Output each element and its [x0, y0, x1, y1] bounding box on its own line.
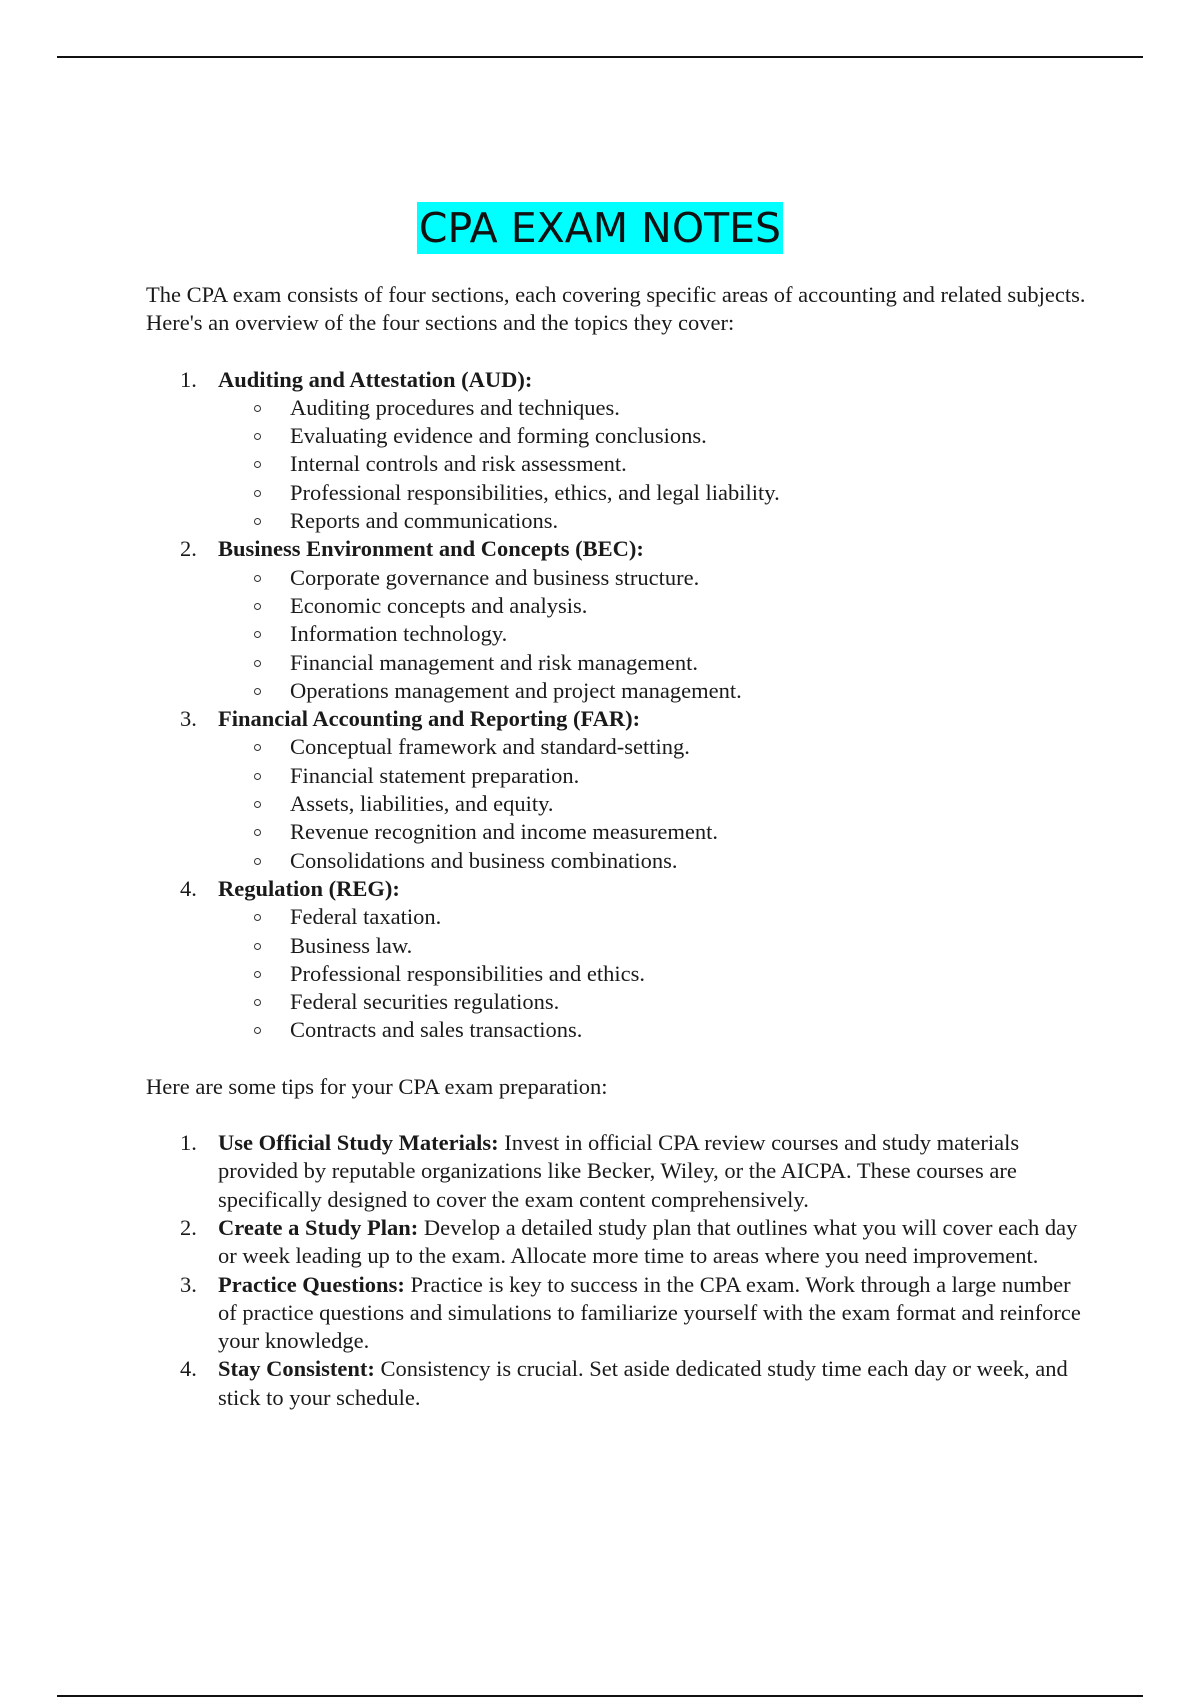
topic-item [218, 507, 1086, 535]
topic-item [218, 479, 1086, 507]
tip-item [146, 1214, 1086, 1271]
tip-text: Invest in official CPA review courses and study materials provided by reputable organizations like Becker, Wiley, or the AICPA. These courses are specifically designed to cover the exam content comprehensively. [218, 1130, 1020, 1212]
topic-list [218, 394, 1086, 535]
topic-item [218, 677, 1086, 705]
topic-text: Financial statement preparation. [290, 762, 580, 788]
topic-text: Professional responsibilities and ethics. [290, 960, 645, 986]
topic-text: Reports and communications. [290, 508, 559, 534]
topic-item [218, 1016, 1086, 1044]
topic-item [218, 394, 1086, 422]
sections-list [146, 366, 1086, 1045]
topic-text: Corporate governance and business structure. [290, 564, 700, 590]
circle-bullet-icon [254, 773, 261, 780]
topic-text: Financial management and risk management. [290, 649, 698, 675]
section-heading: Auditing and Attestation (AUD): [218, 366, 533, 392]
topic-text: Auditing procedures and techniques. [290, 394, 620, 420]
topic-text: Revenue recognition and income measurement. [290, 819, 718, 845]
page-title: CPA EXAM NOTES [418, 204, 782, 252]
section-number: 4. [180, 875, 197, 901]
bottom-rule [57, 1695, 1143, 1697]
circle-bullet-icon [254, 631, 261, 638]
topic-text: Consolidations and business combinations. [290, 847, 678, 873]
document-body [146, 281, 1086, 1412]
topic-list [218, 733, 1086, 874]
tip-number: 4. [180, 1356, 197, 1382]
topic-list [218, 564, 1086, 705]
section-number: 2. [180, 536, 197, 562]
section-heading: Financial Accounting and Reporting (FAR): [218, 706, 641, 732]
topic-text: Contracts and sales transactions. [290, 1017, 583, 1043]
topic-item [218, 422, 1086, 450]
tip-number: 2. [180, 1214, 197, 1240]
circle-bullet-icon [254, 829, 261, 836]
topic-text: Economic concepts and analysis. [290, 592, 588, 618]
tip-label: Use Official Study Materials: [218, 1130, 499, 1156]
tips-list [146, 1129, 1086, 1412]
topic-item [218, 733, 1086, 761]
circle-bullet-icon [254, 858, 261, 865]
title-container [0, 202, 1200, 254]
tip-number: 1. [180, 1130, 197, 1156]
section-item [146, 366, 1086, 536]
section-heading: Business Environment and Concepts (BEC): [218, 536, 644, 562]
topic-item [218, 762, 1086, 790]
circle-bullet-icon [254, 603, 261, 610]
circle-bullet-icon [254, 1027, 261, 1034]
topic-text: Operations management and project management. [290, 677, 742, 703]
tip-label: Create a Study Plan: [218, 1214, 419, 1240]
topic-text: Federal securities regulations. [290, 989, 560, 1015]
topic-item [218, 790, 1086, 818]
tip-label: Stay Consistent: [218, 1356, 375, 1382]
section-item [146, 705, 1086, 875]
circle-bullet-icon [254, 943, 261, 950]
tip-item [146, 1271, 1086, 1356]
tip-text: Practice is key to success in the CPA exam. Work through a large number of practice questions and simulations to familiarize yourself with the exam format and reinforce your knowledge. [218, 1271, 1081, 1354]
topic-list [218, 903, 1086, 1044]
topic-item [218, 988, 1086, 1016]
topic-text: Conceptual framework and standard-setting. [290, 734, 690, 760]
tip-number: 3. [180, 1271, 197, 1297]
topic-item [218, 960, 1086, 988]
circle-bullet-icon [254, 971, 261, 978]
topic-item [218, 818, 1086, 846]
topic-item [218, 649, 1086, 677]
tip-item [146, 1355, 1086, 1412]
circle-bullet-icon [254, 801, 261, 808]
topic-item [218, 450, 1086, 478]
topic-text: Assets, liabilities, and equity. [290, 791, 554, 817]
topic-item [218, 620, 1086, 648]
circle-bullet-icon [254, 518, 261, 525]
circle-bullet-icon [254, 688, 261, 695]
tip-text: Develop a detailed study plan that outlines what you will cover each day or week leading up to the exam. Allocate more time to areas where you need improvement. [218, 1214, 1078, 1269]
topic-item [218, 592, 1086, 620]
topic-item [218, 903, 1086, 931]
circle-bullet-icon [254, 461, 261, 468]
topic-text: Internal controls and risk assessment. [290, 451, 627, 477]
section-heading: Regulation (REG): [218, 875, 400, 901]
top-rule [57, 56, 1143, 58]
circle-bullet-icon [254, 914, 261, 921]
circle-bullet-icon [254, 433, 261, 440]
topic-item [218, 564, 1086, 592]
topic-text: Evaluating evidence and forming conclusions. [290, 423, 707, 449]
circle-bullet-icon [254, 660, 261, 667]
topic-text: Business law. [290, 932, 413, 958]
circle-bullet-icon [254, 405, 261, 412]
section-item [146, 535, 1086, 705]
tip-label: Practice Questions: [218, 1271, 405, 1297]
section-number: 3. [180, 706, 197, 732]
topic-text: Information technology. [290, 621, 508, 647]
tip-text: Consistency is crucial. Set aside dedicated study time each day or week, and stick to your schedule. [218, 1356, 1068, 1410]
circle-bullet-icon [254, 490, 261, 497]
tip-item [146, 1129, 1086, 1214]
circle-bullet-icon [254, 999, 261, 1006]
circle-bullet-icon [254, 575, 261, 582]
topic-text: Professional responsibilities, ethics, and legal liability. [290, 479, 780, 505]
section-number: 1. [180, 366, 197, 392]
tips-intro-paragraph: Here are some tips for your CPA exam preparation: [146, 1073, 608, 1099]
circle-bullet-icon [254, 744, 261, 751]
section-item [146, 875, 1086, 1045]
topic-item [218, 932, 1086, 960]
topic-text: Federal taxation. [290, 904, 442, 930]
intro-paragraph: The CPA exam consists of four sections, each covering specific areas of accounting and related subjects. Here's an overview of the four sections and the topics they cover: [146, 282, 1086, 336]
topic-item [218, 847, 1086, 875]
